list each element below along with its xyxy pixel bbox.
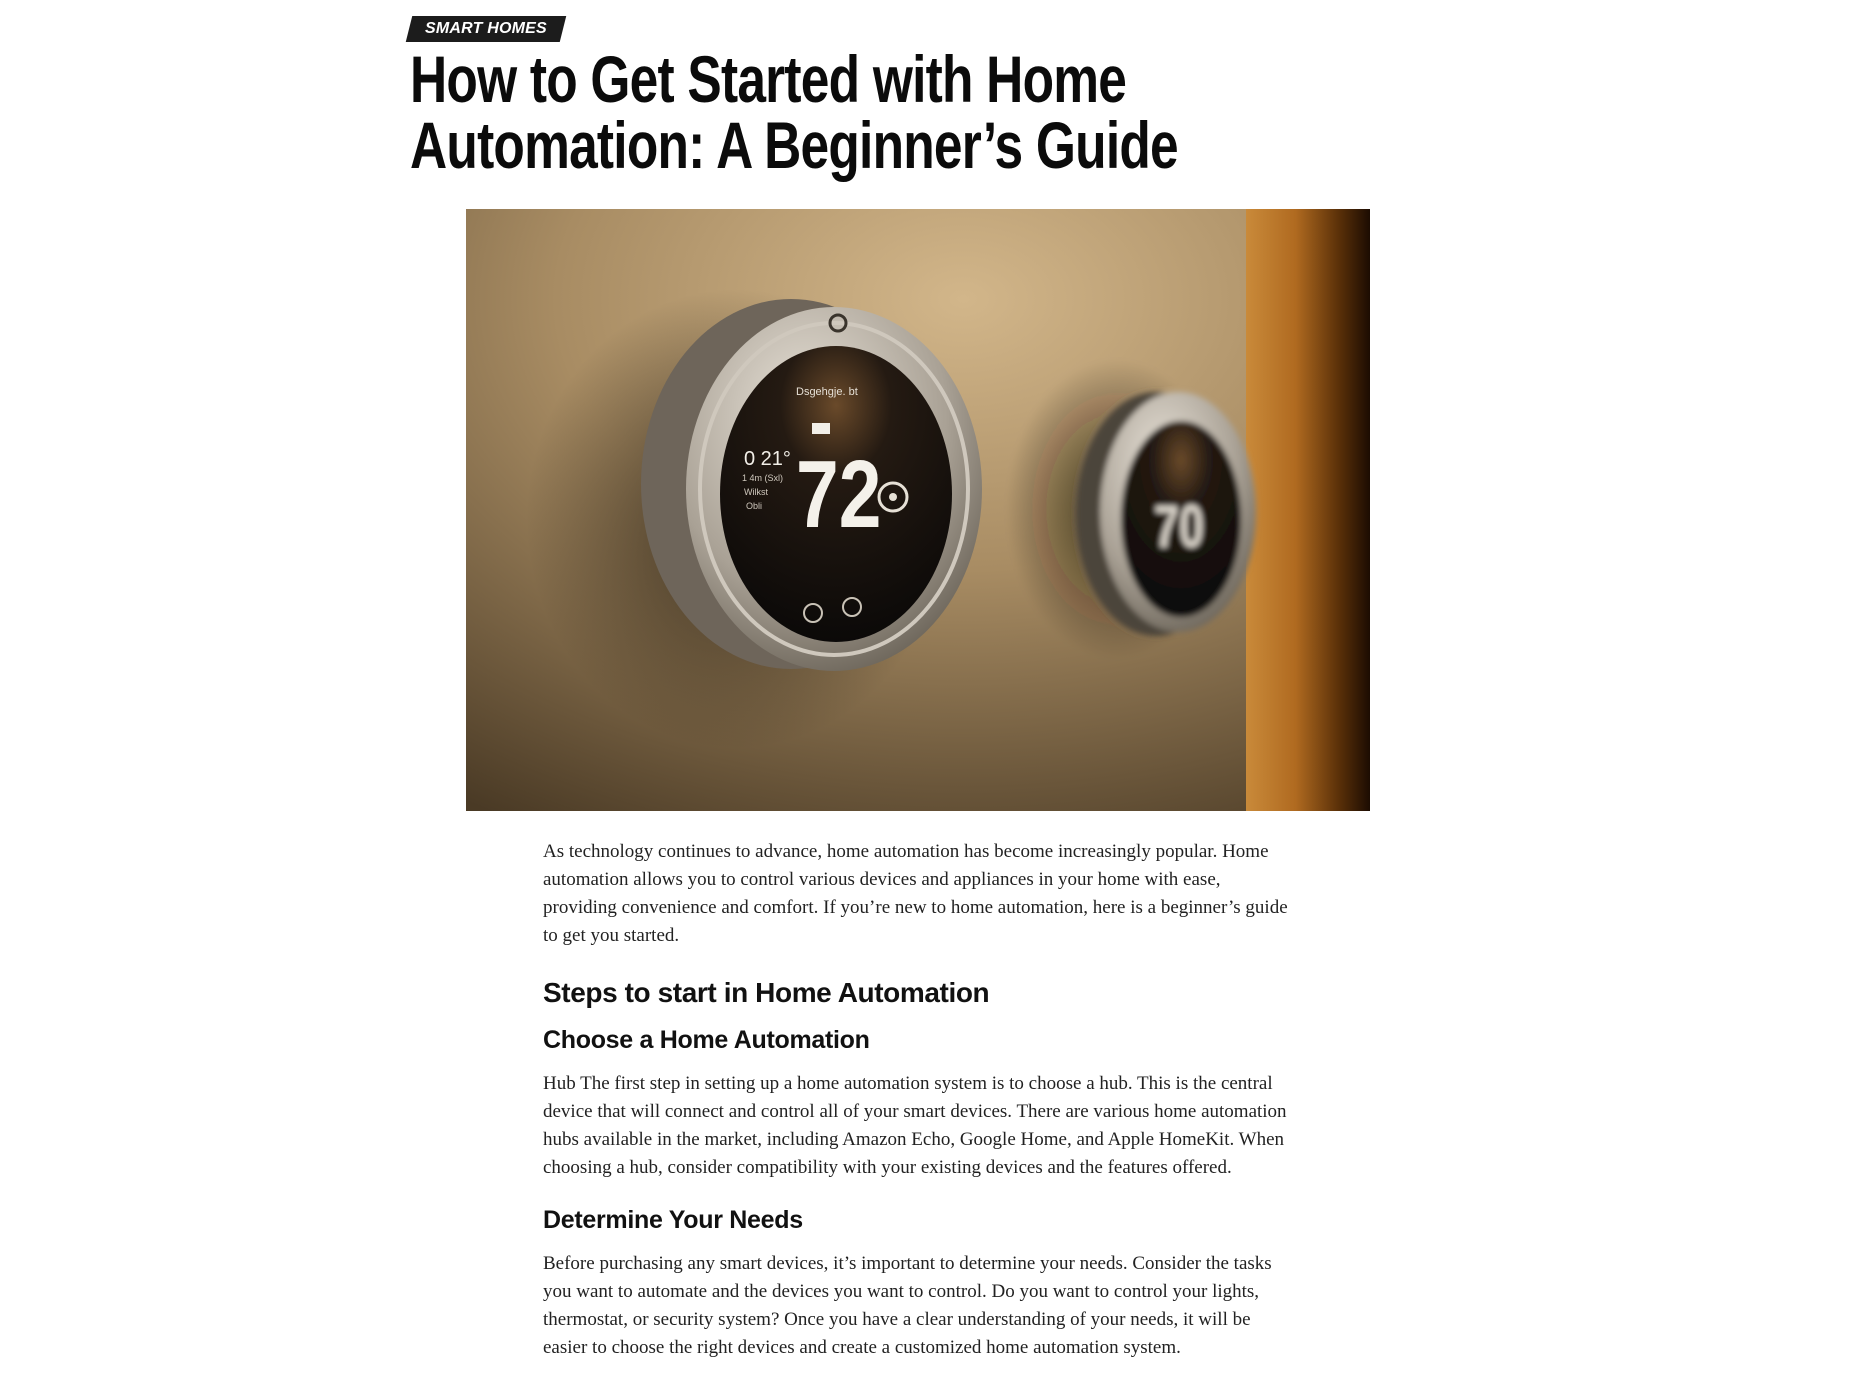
intro-paragraph: As technology continues to advance, home automation has become increasingly popular. Home automation allows you to control various devices and appliances in your home with ease, providing convenience and comfort. If you’re new to home automation, here is a beginner’s guide to get you started. [543, 841, 1288, 946]
display-side-value: 0 21° [744, 448, 791, 470]
display-side-line3: Obli [746, 501, 763, 511]
hero-image [466, 209, 1370, 811]
step-paragraph: Hub The first step in setting up a home automation system is to choose a hub. This is the central device that will connect and control all of your smart devices. There are various home automation hubs available in the market, including Amazon Echo, Google Home, and Apple HomeKit. When choosing a hub, consider compatibility with your existing devices and the features offered. [543, 1073, 1287, 1178]
step-paragraph: Before purchasing any smart devices, it’s important to determine your needs. Consider the tasks you want to automate and the devices you want to control. Do you want to control your lights, thermostat, or security system? Once you have a clear understanding of your needs, it will be easier to choose the right devices and create a customized home automation system. [543, 1253, 1272, 1358]
step-heading: Choose a Home Automation [543, 1026, 870, 1054]
display-temp: 72 [796, 440, 882, 548]
step-heading: Determine Your Needs [543, 1206, 803, 1234]
category-label[interactable]: SMART HOMES [425, 20, 547, 37]
second-display-temp: 70 [1154, 493, 1205, 561]
display-side-line2: Wilkst [744, 487, 768, 497]
thermostat-photo [466, 209, 1370, 811]
category-badge[interactable] [406, 16, 566, 42]
page-title: How to Get Started with Home Automation: A Beginner’s Guide [410, 42, 1178, 182]
display-status: Dsgehgje. bt [796, 386, 858, 398]
article-body [543, 838, 1295, 1380]
display-side-line1: 1 4m (Sxl) [742, 473, 784, 483]
section-heading: Steps to start in Home Automation [543, 977, 990, 1008]
